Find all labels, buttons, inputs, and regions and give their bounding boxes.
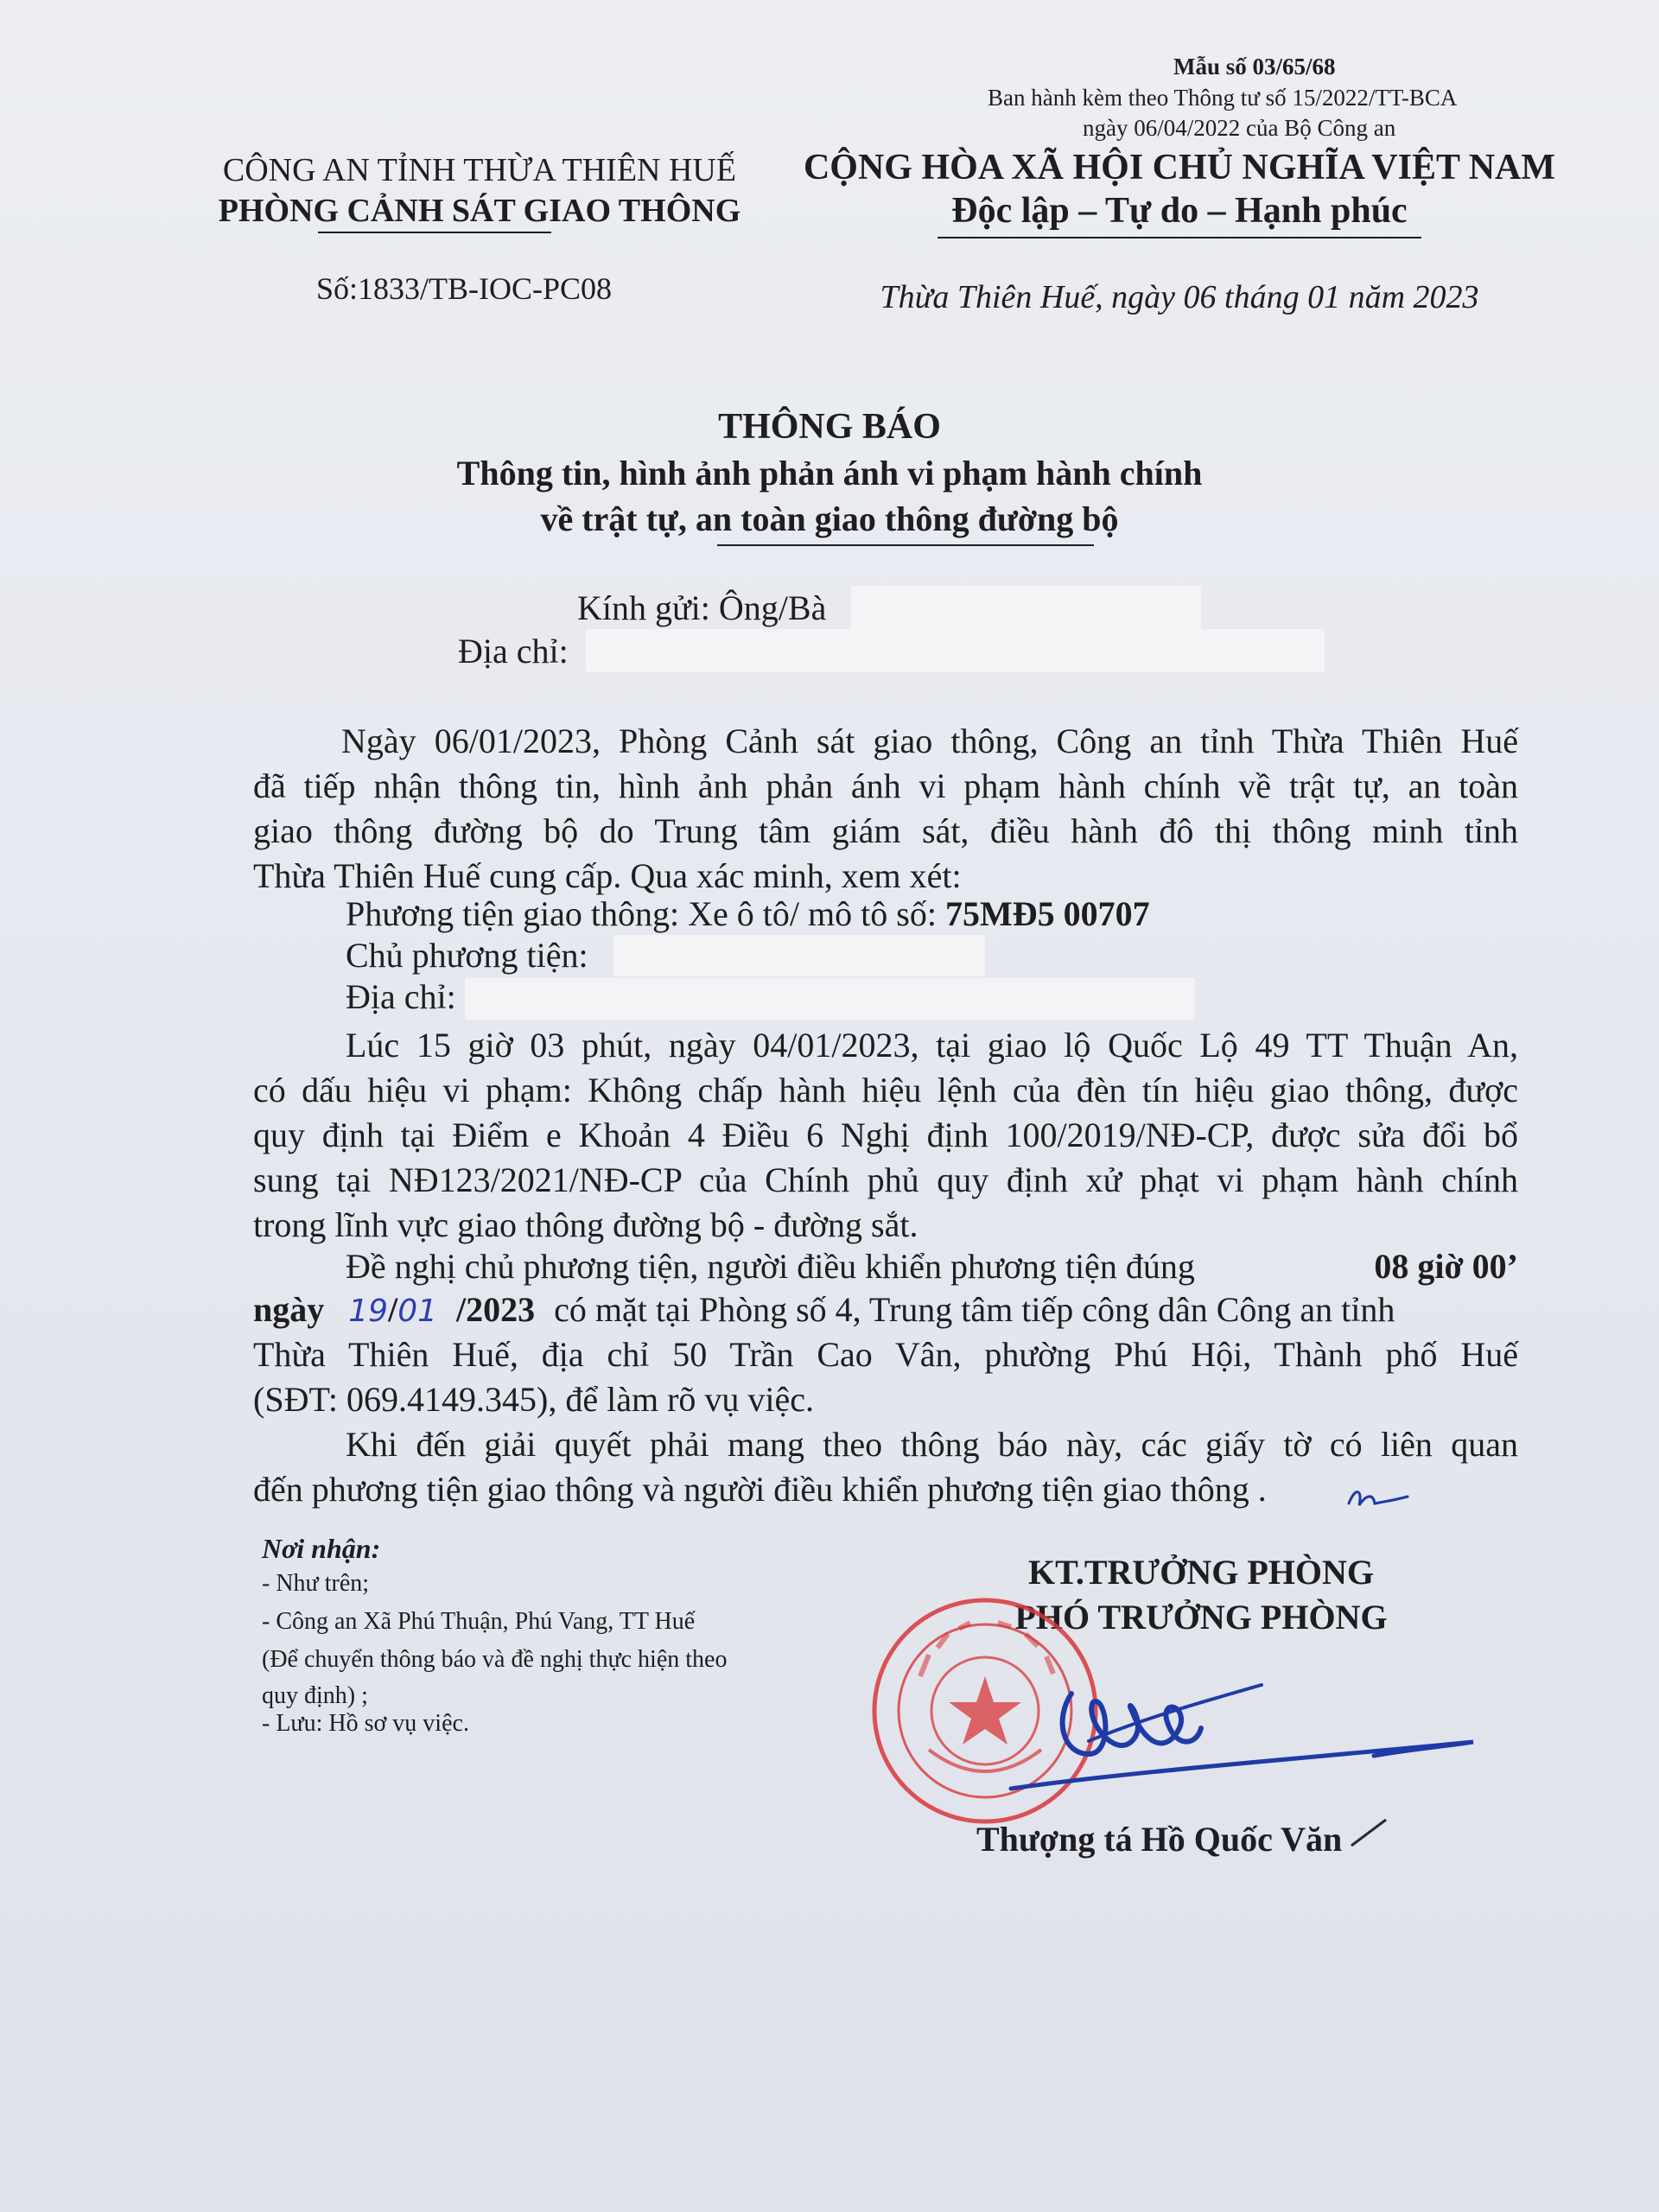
p4-line1: Khi đến giải quyết phải mang theo thông báo này, các giấy tờ có liên quan (346, 1425, 1518, 1464)
p2-line3: quy định tại Điểm e Khoản 4 Điều 6 Nghị định 100/2019/NĐ-CP, được sửa đổi bổ (253, 1116, 1518, 1154)
vehicle-plate: 75MĐ5 00707 (944, 894, 1150, 933)
signer-name: Thượng tá Hồ Quốc Văn (976, 1820, 1343, 1859)
p1-line4: Thừa Thiên Huế cung cấp. Qua xác minh, xem xét: (253, 856, 962, 895)
p3-line3: Thừa Thiên Huế, địa chỉ 50 Trần Cao Vân, phường Phú Hội, Thành phố Huế (253, 1335, 1518, 1374)
redacted-address (586, 629, 1325, 672)
state-title: CỘNG HÒA XÃ HỘI CHỦ NGHĨA VIỆT NAM (803, 148, 1556, 188)
recipients-item-4: - Lưu: Hồ sơ vụ việc. (262, 1710, 469, 1737)
notice-subtitle-1: Thông tin, hình ảnh phản ánh vi phạm hành chính (456, 454, 1203, 493)
redacted-name (851, 586, 1201, 631)
recipients-item-2: - Công an Xã Phú Thuận, Phú Vang, TT Huế (262, 1608, 696, 1635)
notice-subtitle-2: về trật tự, an toàn giao thông đường bộ (540, 499, 1119, 538)
p3-month-handwritten: 01 (397, 1294, 437, 1329)
p2-line5: trong lĩnh vực giao thông đường bộ - đường sắt. (253, 1205, 918, 1244)
form-issued-with: Ban hành kèm theo Thông tư số 15/2022/TT-BCA (988, 85, 1458, 111)
redacted-owner (613, 935, 985, 976)
p3-time: 08 giờ 00’ (1374, 1247, 1518, 1286)
motto-underline (938, 237, 1421, 238)
agency-parent: CÔNG AN TỈNH THỪA THIÊN HUẾ (222, 152, 737, 188)
greeting-label: Kính gửi: Ông/Bà (577, 588, 827, 627)
p2-line1: Lúc 15 giờ 03 phút, ngày 04/01/2023, tại giao lộ Quốc Lộ 49 TT Thuận An, (346, 1026, 1518, 1065)
p4-line2: đến phương tiện giao thông và người điều khiển phương tiện giao thông . (253, 1470, 1267, 1509)
p2-line2: có dấu hiệu vi phạm: Không chấp hành hiệu lệnh của đèn tín hiệu giao thông, được (253, 1071, 1518, 1109)
p3-line2 (253, 1287, 1518, 1334)
pen-tick (1348, 1815, 1391, 1849)
p3-slash: / (388, 1290, 398, 1329)
handwritten-signature (1002, 1659, 1486, 1815)
agency-name: PHÒNG CẢNH SÁT GIAO THÔNG (218, 193, 741, 229)
p3-line4: (SĐT: 069.4149.345), để làm rõ vụ việc. (253, 1380, 815, 1419)
initial-scribble (1344, 1478, 1413, 1521)
state-motto: Độc lập – Tự do – Hạnh phúc (951, 191, 1408, 231)
recipients-item-3a: (Để chuyển thông báo và đề nghị thực hiện theo (262, 1646, 728, 1673)
form-issued-date: ngày 06/04/2022 của Bộ Công an (1083, 115, 1396, 141)
subtitle-underline (717, 544, 1094, 546)
document-number: Số:1833/TB-IOC-PC08 (316, 271, 613, 306)
signature-role-2: PHÓ TRƯỞNG PHÒNG (1014, 1598, 1388, 1637)
p3-ngay: ngày (253, 1290, 325, 1329)
recipient-address-label: Địa chỉ: (458, 632, 569, 671)
p1-line2: đã tiếp nhận thông tin, hình ảnh phản ánh vi phạm hành chính về trật tự, an toàn (253, 766, 1518, 805)
signature-role-1: KT.TRƯỞNG PHÒNG (1028, 1553, 1374, 1592)
p3-line2-rest: có mặt tại Phòng số 4, Trung tâm tiếp công dân Công an tỉnh (554, 1290, 1395, 1329)
recipients-heading: Nơi nhận: (262, 1533, 381, 1564)
p3-day-handwritten: 19 (348, 1294, 389, 1329)
notice-title: THÔNG BÁO (718, 407, 941, 447)
vehicle-line (346, 892, 1150, 937)
p1-line3: giao thông đường bộ do Trung tâm giám sát, điều hành đô thị thông minh tỉnh (253, 811, 1518, 850)
vehicle-label: Phương tiện giao thông: Xe ô tô/ mô tô số: (346, 894, 945, 933)
p1-line1: Ngày 06/01/2023, Phòng Cảnh sát giao thông, Công an tỉnh Thừa Thiên Huế (341, 721, 1518, 760)
agency-underline (318, 232, 551, 233)
p3-year: /2023 (456, 1290, 536, 1329)
place-date: Thừa Thiên Huế, ngày 06 tháng 01 năm 2023 (880, 279, 1479, 315)
form-number: Mẫu số 03/65/68 (1173, 54, 1336, 79)
redacted-owner-address (465, 978, 1195, 1020)
p2-line4: sung tại NĐ123/2021/NĐ-CP của Chính phủ quy định xử phạt vi phạm hành chính (253, 1160, 1518, 1199)
p3-text: Đề nghị chủ phương tiện, người điều khiển phương tiện đúng (346, 1247, 1195, 1286)
owner-label: Chủ phương tiện: (346, 936, 588, 975)
recipients-item-1: - Như trên; (262, 1570, 370, 1597)
recipients-item-3b: quy định) ; (262, 1682, 368, 1709)
p3-line1 (346, 1244, 1518, 1289)
owner-address-label: Địa chỉ: (346, 977, 456, 1016)
